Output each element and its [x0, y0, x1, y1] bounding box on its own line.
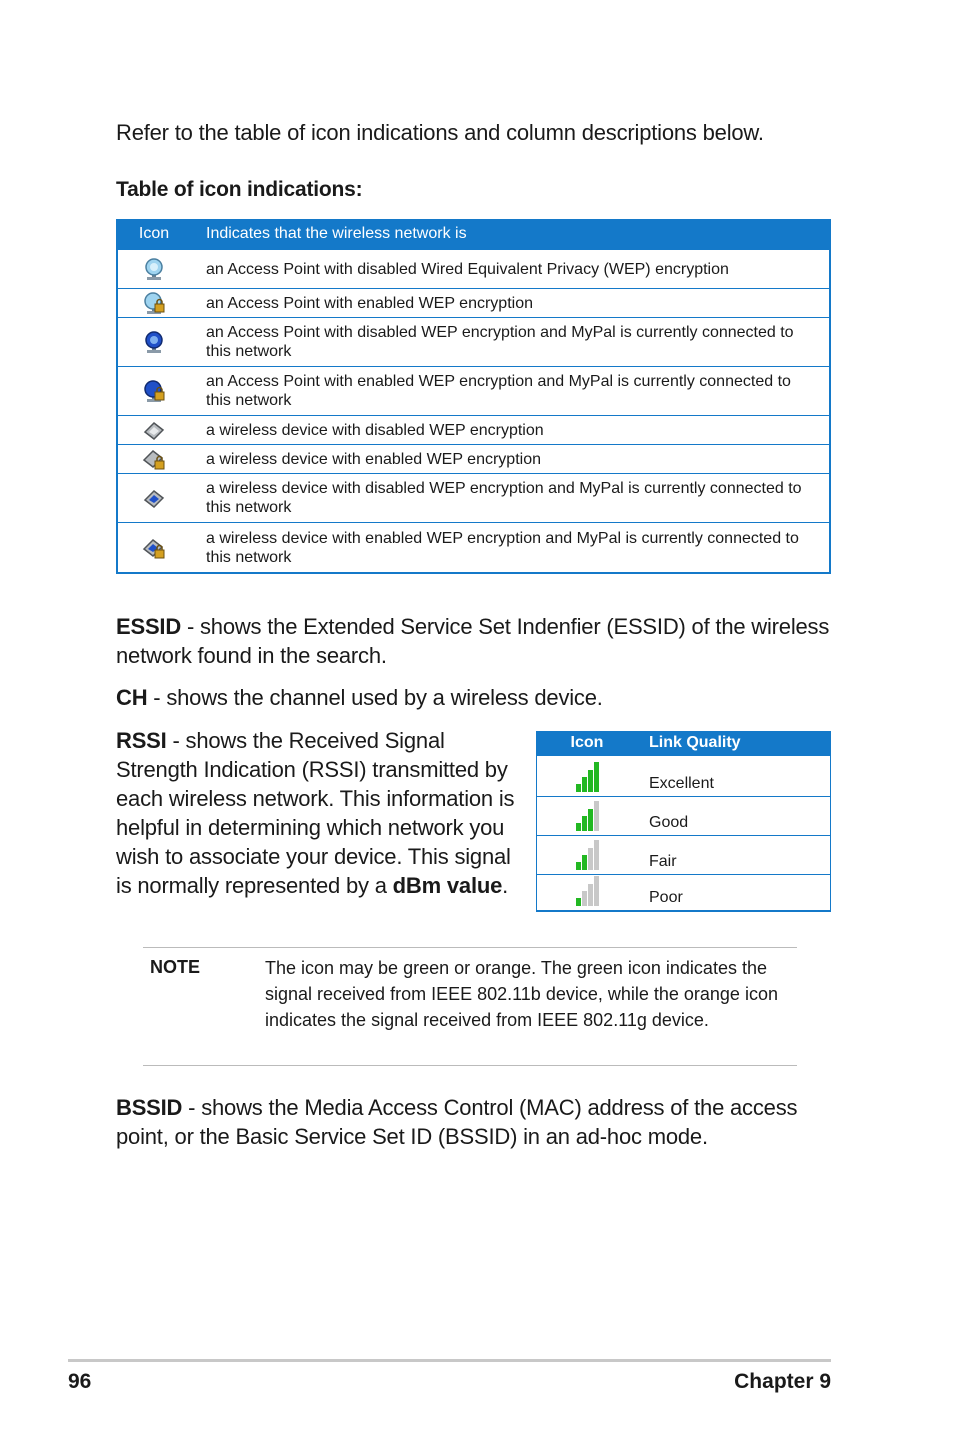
table-row [118, 249, 829, 288]
rssi-text: - shows the Received Signal Strength Indication (RSSI) transmitted by each wireless network. This information is helpful in determining which network you wish to associate your device. This signal is normally represented by a [116, 728, 515, 898]
icon-column-header: Icon [570, 734, 604, 751]
quality-label: Good [649, 814, 689, 831]
signal-4-icon [574, 760, 600, 792]
table-row [118, 415, 829, 444]
link-quality-table [536, 731, 831, 912]
table-row [537, 755, 830, 796]
row-desc: a wireless device with enabled WEP encryption [206, 450, 541, 468]
row-desc: an Access Point with enabled WEP encryption [206, 294, 533, 312]
rssi-paragraph [116, 726, 516, 900]
desc-column-header: Indicates that the wireless network is [206, 225, 467, 242]
signal-bar [594, 876, 599, 906]
device-locked-connected-icon [142, 536, 166, 560]
row-desc: a wireless device with disabled WEP encryption and MyPal is currently connected to this network [206, 480, 802, 516]
signal-bar [582, 777, 587, 792]
note-box [143, 947, 797, 1066]
ch-paragraph [116, 683, 836, 712]
signal-bar [582, 855, 587, 870]
note-text: The icon may be green or orange. The green icon indicates the signal received from IEEE 802.11b device, while the orange icon indicates the signal received from IEEE 802.11g device. [265, 958, 778, 1030]
quality-label: Fair [649, 853, 677, 870]
signal-bar [576, 898, 581, 906]
rssi-end: . [502, 873, 509, 898]
table-row [118, 317, 829, 366]
ap-icon [142, 257, 166, 281]
essid-paragraph [116, 612, 836, 670]
ap-locked-icon [142, 291, 166, 315]
quality-column-header: Link Quality [649, 734, 741, 751]
ap-locked-connected-icon [142, 379, 166, 403]
signal-bar [588, 770, 593, 792]
icon-indications-table [116, 219, 831, 574]
chapter-label: Chapter 9 [734, 1370, 831, 1393]
device-locked-icon [142, 447, 166, 471]
bssid-paragraph [116, 1093, 836, 1151]
device-icon [142, 418, 166, 442]
row-desc: an Access Point with enabled WEP encryption and MyPal is currently connected to this network [206, 373, 791, 409]
row-desc: an Access Point with disabled Wired Equivalent Privacy (WEP) encryption [206, 260, 729, 278]
signal-bar [576, 784, 581, 792]
signal-1-icon [574, 874, 600, 906]
link-table-header [537, 731, 830, 755]
ch-term: CH [116, 685, 148, 710]
icon-table-header [118, 219, 829, 249]
table-row [537, 835, 830, 874]
signal-3-icon [574, 799, 600, 831]
footer-divider [68, 1359, 831, 1362]
signal-bar [588, 884, 593, 906]
table-row [118, 522, 829, 572]
signal-bar [588, 809, 593, 831]
signal-bar [582, 891, 587, 906]
row-desc: an Access Point with disabled WEP encryption and MyPal is currently connected to this network [206, 324, 794, 360]
signal-2-icon [574, 838, 600, 870]
rssi-dbm-value: dBm value [392, 873, 503, 898]
row-desc: a wireless device with disabled WEP encryption [206, 421, 544, 439]
signal-bar [594, 801, 599, 831]
page-number: 96 [68, 1370, 92, 1393]
note-label: NOTE [150, 957, 201, 977]
signal-bar [576, 823, 581, 831]
signal-bar [588, 848, 593, 870]
intro-text: Refer to the table of icon indications and column descriptions below. [116, 120, 764, 145]
quality-label: Poor [649, 889, 683, 906]
icon-table-heading: Table of icon indications: [116, 178, 363, 201]
quality-label: Excellent [649, 775, 714, 792]
signal-bar [594, 840, 599, 870]
signal-bar [594, 762, 599, 792]
rssi-term: RSSI [116, 728, 167, 753]
signal-bar [582, 816, 587, 831]
table-row [537, 874, 830, 911]
essid-term: ESSID [116, 614, 182, 639]
ap-connected-icon [142, 330, 166, 354]
ch-text: - shows the channel used by a wireless device. [147, 685, 603, 710]
row-desc: a wireless device with enabled WEP encryption and MyPal is currently connected to this network [206, 529, 799, 566]
essid-text: - shows the Extended Service Set Indenfier (ESSID) of the wireless network found in the search. [116, 614, 830, 668]
signal-bar [576, 862, 581, 870]
table-row [537, 796, 830, 835]
bssid-term: BSSID [116, 1095, 183, 1120]
table-row [118, 473, 829, 522]
table-row [118, 366, 829, 415]
icon-column-header: Icon [138, 225, 170, 242]
table-row [118, 288, 829, 317]
bssid-text: - shows the Media Access Control (MAC) address of the access point, or the Basic Service Set ID (BSSID) in an ad-hoc mode. [116, 1095, 798, 1149]
device-connected-icon [142, 486, 166, 510]
table-row [118, 444, 829, 473]
